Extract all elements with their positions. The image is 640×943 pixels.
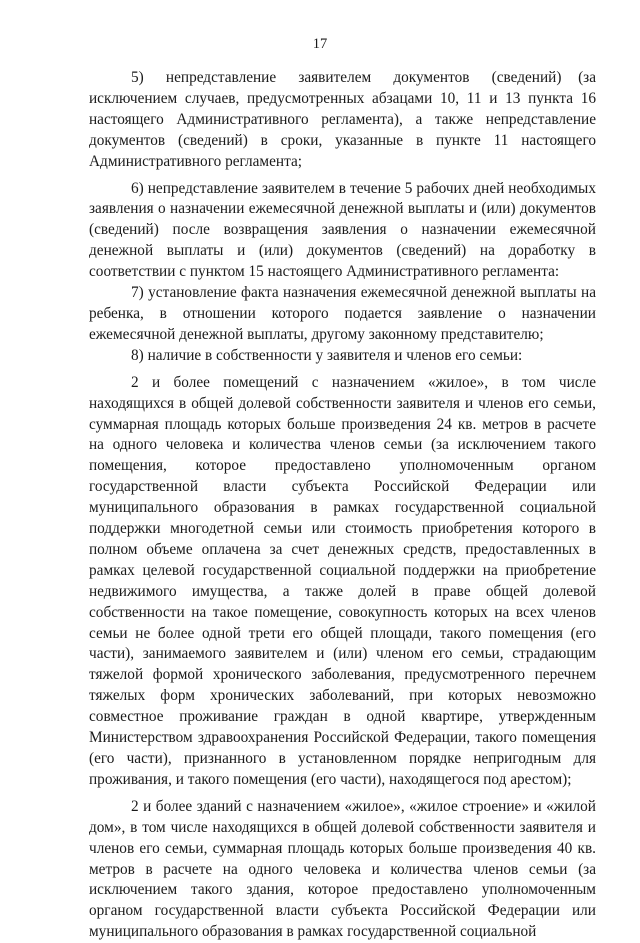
paragraph-item-8: 8) наличие в собственности у заявителя и членов его семьи: xyxy=(131,346,523,364)
paragraph-item-5: 5) непредставление заявителем документов (сведений) (за исключением случаев, предусмотренных абзацами 10, 11 и 13 пункта 16 настоящего Административного регламента), а также непредставление документов (сведений) в сроки, указанные в пункте 11 настоящего Административного регламента; xyxy=(89,69,596,170)
paragraph-residential-premises: 2 и более помещений с назначением «жилое», в том числе находящихся в общей долевой собственности заявителя и членов его семьи, суммарная площадь которых больше произведения 24 кв. метров в расчете на одного человека и количества членов семьи (за исключением такого помещения, которое предоставлено уполномоченным органом государственной власти субъекта Российской Федерации или муниципального образования в рамках государственной социальной поддержки многодетной семьи или стоимость приобретения которого в полном объеме оплачена за счет денежных средств, предоставленных в рамках целевой государственной социальной поддержки на приобретение недвижимого имущества, а также долей в праве общей долевой собственности на такое помещение, совокупность которых на всех членов семьи не более одной трети его общей площади, такого помещения (его части), занимаемого заявителем и (или) членом его семьи, страдающим тяжелой формой хронического заболевания, предусмотренного перечнем тяжелых форм хронических заболеваний, при которых невозможно совместное проживание граждан в одной квартире, утвержденным Министерством здравоохранения Российской Федерации, такого помещения (его части), признанного в установленном порядке непригодным для проживания, и такого помещения (его части), находящегося под арестом); xyxy=(89,373,596,788)
paragraph-item-6: 6) непредставление заявителем в течение 5 рабочих дней необходимых заявления о назначении ежемесячной денежной выплаты и (или) документов (сведений) после возвращения заявления о назначении ежемесячной денежной выплаты и (или) документов (сведений) на доработку в соответствии с пунктом 15 настоящего Административного регламента: xyxy=(89,179,596,281)
document-body xyxy=(89,68,596,943)
page-number: 17 xyxy=(312,36,328,52)
paragraph-item-7: 7) установление факта назначения ежемесячной денежной выплаты на ребенка, в отношении которого подается заявление о назначении ежемесячной денежной выплаты, другому законному представителю; xyxy=(89,284,596,343)
paragraph-residential-buildings: 2 и более зданий с назначением «жилое», «жилое строение» и «жилой дом», в том числе находящихся в общей долевой собственности заявителя и членов его семьи, суммарная площадь которых больше произведения 40 кв. метров в расчете на одного человека и количества членов семьи (за исключением такого здания, которое предоставлено уполномоченным органом государственной власти субъекта Российской Федерации или муниципального образования в рамках государственной социальной xyxy=(89,797,596,941)
